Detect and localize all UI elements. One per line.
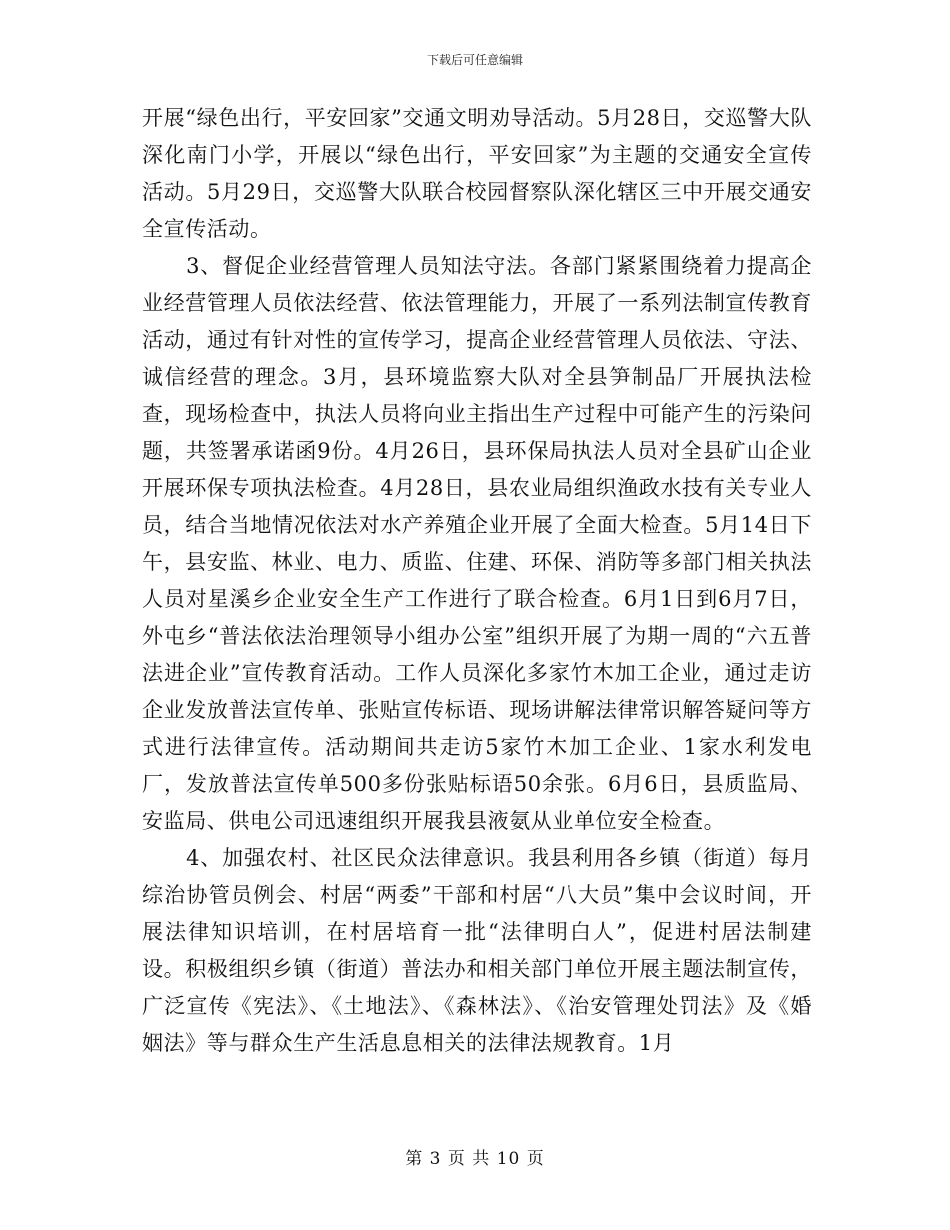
document-body: [142, 100, 812, 1062]
page-header: [0, 52, 950, 68]
footer-total-pages: 10: [496, 1149, 521, 1169]
header-text: 下载后可任意编辑: [426, 53, 523, 67]
footer-middle: 页 共: [447, 1149, 491, 1169]
footer-prefix: 第: [405, 1149, 424, 1169]
paragraph-3: 4、加强农村、社区民众法律意识。我县利用各乡镇（街道）每月综治协管员例会、村居“两委”干部和村居“八大员”集中会议时间，开展法律知识培训，在村居培育一批“法律明白人”，促进村居法制建设。积极组织乡镇（街道）普法办和相关部门单位开展主题法制宣传，广泛宣传《宪法》、《土地法》、《森林法》、《治安管理处罚法》及《婚姻法》等与群众生产生活息息相关的法律法规教育。1月: [142, 846, 812, 1055]
page-footer: [0, 1148, 950, 1170]
footer-suffix: 页: [526, 1149, 545, 1169]
paragraph-2: 3、督促企业经营管理人员知法守法。各部门紧紧围绕着力提高企业经营管理人员依法经营、依法管理能力，开展了一系列法制宣传教育活动，通过有针对性的宣传学习，提高企业经营管理人员依法、守法、诚信经营的理念。3月，县环境监察大队对全县笋制品厂开展执法检查，现场检查中，执法人员将向业主指出生产过程中可能产生的污染问题，共签署承诺函9份。4月26日，县环保局执法人员对全县矿山企业开展环保专项执法检查。4月28日，县农业局组织渔政水技有关专业人员，结合当地情况依法对水产养殖企业开展了全面大检查。5月14日下午，县安监、林业、电力、质监、住建、环保、消防等多部门相关执法人员对星溪乡企业安全生产工作进行了联合检查。6月1日到6月7日，外屯乡“普法依法治理领导小组办公室”组织开展了为期一周的“六五普法进企业”宣传教育活动。工作人员深化多家竹木加工企业，通过走访企业发放普法宣传单、张贴宣传标语、现场讲解法律常识解答疑问等方式进行法律宣传。活动期间共走访5家竹木加工企业、1家水利发电厂，发放普法宣传单500多份张贴标语50余张。6月6日，县质监局、安监局、供电公司迅速组织开展我县液氨从业单位安全检查。: [142, 254, 812, 833]
footer-current-page: 3: [429, 1149, 442, 1169]
paragraph-1: 开展“绿色出行，平安回家”交通文明劝导活动。5月28日，交巡警大队深化南门小学，开展以“绿色出行，平安回家”为主题的交通安全宣传活动。5月29日，交巡警大队联合校园督察队深化辖区三中开展交通安全宣传活动。: [142, 106, 812, 241]
